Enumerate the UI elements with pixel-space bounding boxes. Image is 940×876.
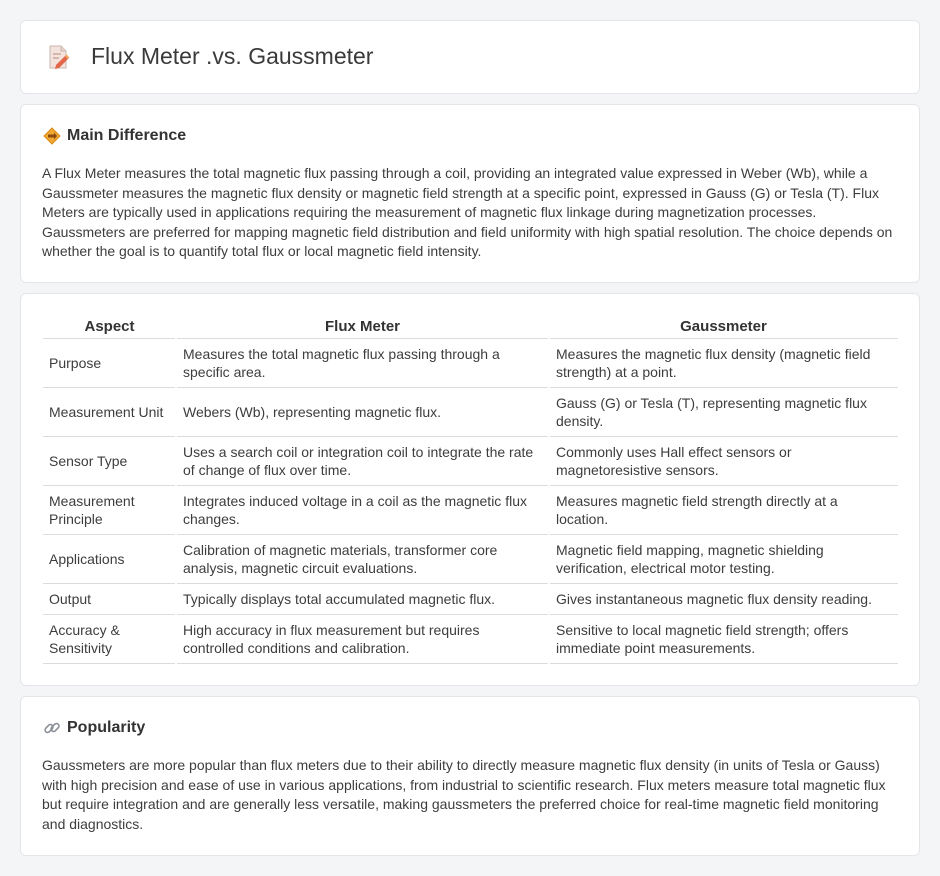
aspect-cell: Accuracy & Sensitivity — [43, 614, 176, 663]
flux-meter-cell: Measures the total magnetic flux passing through a specific area. — [176, 338, 549, 387]
gaussmeter-cell: Magnetic field mapping, magnetic shielding verification, electrical motor testing. — [549, 534, 898, 583]
table-row — [43, 614, 898, 663]
comparison-card — [20, 293, 920, 686]
page-title: Flux Meter .vs. Gaussmeter — [91, 43, 374, 69]
table-row — [43, 338, 898, 387]
gaussmeter-cell: Measures the magnetic flux density (magnetic field strength) at a point. — [549, 338, 898, 387]
gaussmeter-cell: Measures magnetic field strength directly at a location. — [549, 485, 898, 534]
aspect-cell: Applications — [43, 534, 176, 583]
comparison-table — [43, 316, 898, 664]
main-difference-heading: Main Difference — [67, 127, 187, 144]
table-row — [43, 485, 898, 534]
column-header-gaussmeter: Gaussmeter — [549, 316, 898, 338]
popularity-text: Gaussmeters are more popular than flux meters due to their ability to directly measure magnetic flux density (in units of Tesla or Gauss) with high precision and ease of use in various applications, from industrial to scientific research. Flux meters measure total magnetic flux but require integration and are generally less versatile, making gaussmeters the preferred choice for real-time magnetic field monitoring and diagnostics. — [42, 757, 886, 832]
flux-meter-cell: Typically displays total accumulated magnetic flux. — [176, 583, 549, 614]
table-row — [43, 583, 898, 614]
aspect-cell: Sensor Type — [43, 436, 176, 485]
table-row — [43, 436, 898, 485]
table-row — [43, 534, 898, 583]
gaussmeter-cell: Gauss (G) or Tesla (T), representing magnetic flux density. — [549, 387, 898, 436]
column-header-flux-meter: Flux Meter — [176, 316, 549, 338]
main-difference-text: A Flux Meter measures the total magnetic flux passing through a coil, providing an integrated value expressed in Weber (Wb), while a Gaussmeter measures the magnetic flux density or magnetic field strength at a specific point, expressed in Gauss (G) or Tesla (T). Flux Meters are typically used in applications requiring the measurement of magnetic flux linkage during magnetization processes. Gaussmeters are preferred for mapping magnetic field distribution and field uniformity with high spatial resolution. The choice depends on whether the goal is to quantify total flux or local magnetic field intensity. — [42, 165, 893, 260]
flux-meter-cell: Calibration of magnetic materials, transformer core analysis, magnetic circuit evaluations. — [176, 534, 549, 583]
table-header-row — [43, 316, 898, 338]
document-pencil-icon — [45, 44, 71, 70]
flux-meter-cell: Webers (Wb), representing magnetic flux. — [176, 387, 549, 436]
aspect-cell: Output — [43, 583, 176, 614]
gaussmeter-cell: Commonly uses Hall effect sensors or magnetoresistive sensors. — [549, 436, 898, 485]
flux-meter-cell: High accuracy in flux measurement but requires controlled conditions and calibration. — [176, 614, 549, 663]
diamond-sign-icon — [43, 127, 61, 145]
title-card — [20, 20, 920, 94]
table-row — [43, 387, 898, 436]
column-header-aspect: Aspect — [43, 316, 176, 338]
link-icon — [43, 719, 61, 737]
aspect-cell: Purpose — [43, 338, 176, 387]
flux-meter-cell: Integrates induced voltage in a coil as the magnetic flux changes. — [176, 485, 549, 534]
aspect-cell: Measurement Unit — [43, 387, 176, 436]
popularity-heading: Popularity — [67, 719, 146, 736]
popularity-card — [20, 696, 920, 856]
aspect-cell: Measurement Principle — [43, 485, 176, 534]
main-difference-card — [20, 104, 920, 283]
flux-meter-cell: Uses a search coil or integration coil to integrate the rate of change of flux over time. — [176, 436, 549, 485]
gaussmeter-cell: Gives instantaneous magnetic flux density reading. — [549, 583, 898, 614]
gaussmeter-cell: Sensitive to local magnetic field strength; offers immediate point measurements. — [549, 614, 898, 663]
